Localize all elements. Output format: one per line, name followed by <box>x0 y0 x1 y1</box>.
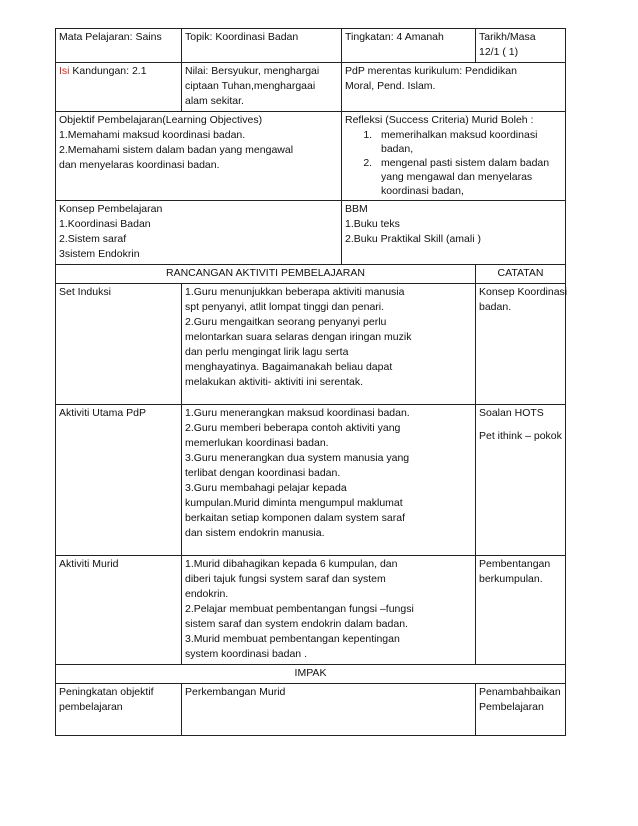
student-activity-label: Aktiviti Murid <box>56 556 182 665</box>
objectives-row <box>56 112 566 201</box>
impact-row <box>56 684 566 736</box>
content-standard-cell: Isi Kandungan: 2.1 <box>56 63 182 112</box>
header-row <box>56 29 566 63</box>
notes-heading: CATATAN <box>476 265 566 284</box>
student-activity-row <box>56 556 566 665</box>
reflection-title: Refleksi (Success Criteria) Murid Boleh : <box>345 114 534 126</box>
level-cell: Tingkatan: 4 Amanah <box>342 29 476 63</box>
concepts-cell: Konsep Pembelajaran 1.Koordinasi Badan 2.Sistem saraf 3sistem Endokrin <box>56 201 342 265</box>
bbm-title: BBM <box>345 203 368 215</box>
impact-objective-cell: Peningkatan objektif pembelajaran <box>56 684 182 736</box>
induction-activities: 1.Guru menunjukkan beberapa aktiviti manusia spt penyanyi, atlit lompat tinggi dan penari. 2.Guru mengaitkan seorang penyanyi perlu melontarkan suara selaras dengan iringan muzik dan perlu mengingat lirik lagu serta menghayatinya. Bagaimanakah beliau dapat melakukan aktiviti- aktiviti ini serentak. <box>182 284 476 405</box>
student-activity-notes: Pembentangan berkumpulan. <box>476 556 566 665</box>
lesson-plan-document <box>55 28 568 736</box>
impact-improvement-cell: Penambahbaikan Pembelajaran <box>476 684 566 736</box>
subject-cell: Mata Pelajaran: Sains <box>56 29 182 63</box>
main-activities: 1.Guru menerangkan maksud koordinasi badan. 2.Guru memberi beberapa contoh aktiviti yang memerlukan koordinasi badan. 3.Guru menerangkan dua system manusia yang terlibat dengan koordinasi badan. 3.Guru membahagi pelajar kepada kumpulan.Murid diminta mengumpul maklumat berkaitan setiap komponen dalam system saraf dan sistem endokrin manusia. <box>182 405 476 556</box>
impact-header-row <box>56 665 566 684</box>
concepts-row <box>56 201 566 265</box>
values-cell: Nilai: Bersyukur, menghargai ciptaan Tuhan,menghargaai alam sekitar. <box>182 63 342 112</box>
impact-heading: IMPAK <box>56 665 566 684</box>
induction-label: Set Induksi <box>56 284 182 405</box>
topic-cell: Topik: Koordinasi Badan <box>182 29 342 63</box>
reflection-item: 1. memerihalkan maksud koordinasi badan, <box>375 128 562 156</box>
student-activities: 1.Murid dibahagikan kepada 6 kumpulan, dan diberi tajuk fungsi system saraf dan system endokrin. 2.Pelajar membuat pembentangan fungsi –fungsi sistem saraf dan system endokrin dalam badan. 3.Murid membuat pembentangan kepentingan system koordinasi badan . <box>182 556 476 665</box>
activity-header-row <box>56 265 566 284</box>
content-row <box>56 63 566 112</box>
datetime-cell: Tarikh/Masa 12/1 ( 1) <box>476 29 566 63</box>
activity-plan-heading: RANCANGAN AKTIVITI PEMBELAJARAN <box>56 265 476 284</box>
main-activity-row <box>56 405 566 556</box>
lesson-plan-table <box>55 28 566 736</box>
impact-development-cell: Perkembangan Murid <box>182 684 476 736</box>
induction-notes: Konsep Koordinasi badan. <box>476 284 566 405</box>
bbm-cell: BBM 1.Buku teks 2.Buku Praktikal Skill (amali ) <box>342 201 566 265</box>
content-label-highlight: Isi <box>59 65 70 77</box>
main-activity-notes: Soalan HOTS Pet ithink – pokok <box>476 405 566 556</box>
objectives-title: Objektif Pembelajaran(Learning Objectives) <box>59 114 263 126</box>
reflection-cell <box>342 112 566 201</box>
induction-row <box>56 284 566 405</box>
reflection-item: 2. mengenal pasti sistem dalam badan yang mengawal dan menyelaras koordinasi badan, <box>375 156 562 198</box>
objectives-cell: Objektif Pembelajaran(Learning Objectives) 1.Memahami maksud koordinasi badan. 2.Memahami sistem dalam badan yang mengawal dan menyelaras koordinasi badan. <box>56 112 342 201</box>
reflection-list <box>345 128 562 198</box>
main-activity-label: Aktiviti Utama PdP <box>56 405 182 556</box>
pdp-cross-curriculum-cell: PdP merentas kurikulum: Pendidikan Moral, Pend. Islam. <box>342 63 566 112</box>
concepts-title: Konsep Pembelajaran <box>59 203 163 215</box>
